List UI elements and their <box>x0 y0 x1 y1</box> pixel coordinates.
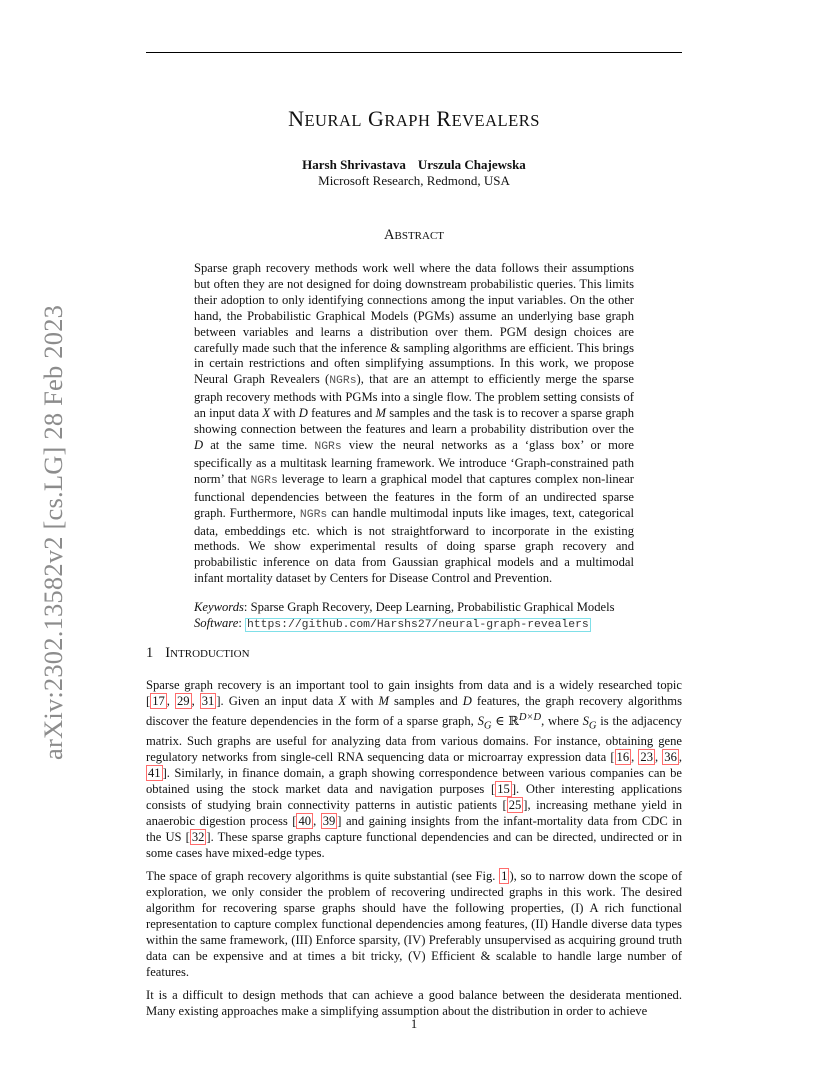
title-cap-g: G <box>367 106 385 131</box>
math-d: D <box>462 693 472 708</box>
paragraph <box>146 869 682 980</box>
authors-block <box>146 157 682 189</box>
text: with <box>346 693 379 708</box>
math-d: D <box>298 406 308 421</box>
text: samples and <box>388 693 463 708</box>
text: ), so to narrow down the scope of exploration, we only consider the problem of recovering undirected graphs in this work. The desired algorithm for recovering sparse graphs should have the following properties, (I) A rich functional representation to capture complex functional dependencies among features, (II) Handle diverse data types within the same framework, (III) Enforce sparsity, (IV) Preferably unsupervised as acquiring ground truth data can be expensive and at times a bit tricky, (V) Efficient & scalable to handle large number of features. <box>146 869 683 979</box>
abstract-part: ), that are an attempt to efficiently merge the sparse graph recovery methods with PGMs into a single flow. The problem setting consists of an input data <box>194 372 634 421</box>
math-subscript: G <box>483 720 492 732</box>
citation-link[interactable]: 40 <box>298 813 312 828</box>
math-in-reals: ∈ ℝ <box>491 714 519 728</box>
title-cap-r: R <box>436 106 452 131</box>
paragraph: It is a difficult to design methods that can achieve a good balance between the desiderata mentioned. Many existing approaches make a simplifying assumption about the distribution in order to achieve <box>146 988 682 1018</box>
text: . These sparse graphs capture functional dependencies and can be directed, undirected or in some cases have mixed-edge types. <box>146 829 683 860</box>
abstract-heading-rest: BSTRACT <box>394 230 444 242</box>
paper-title <box>146 106 682 132</box>
abstract-heading-cap: A <box>384 227 395 243</box>
abstract-part: leverage to learn a graphical model that captures complex non-linear functional dependencies between the features in the form of an undirected sparse graph. Furthermore, <box>194 471 634 520</box>
text: . Given an input data <box>220 693 339 708</box>
math-d: D <box>194 437 204 452</box>
text: . Other interesting applications consists of studying brain connectivity patterns in autistic patients <box>146 782 682 813</box>
citation-link[interactable]: 17 <box>152 693 165 708</box>
citation-link[interactable]: 23 <box>640 750 653 765</box>
ngrs-term: NGRs <box>250 474 278 487</box>
title-rest-1: EURAL <box>304 111 362 130</box>
figure-link[interactable]: 1 <box>501 869 508 884</box>
abstract-part: view the neural networks as a ‘glass box’ or more specifically as a multitask learning framework. We introduce ‘Graph-constrained path norm’ that <box>194 437 634 486</box>
software-sep: : <box>238 616 245 631</box>
abstract-part: at the same time. <box>203 437 315 452</box>
ngrs-term: NGRs <box>314 440 342 453</box>
paragraph: Sparse graph recovery is an important tool to gain insights from data and is a widely researched topic [ 17 , 29 , 31 ]. Given an input data X with M samples and D features, the graph recovery algorithms discover the feature dependencies in the form of a sparse graph, $S_G$ ∈ ℝ$^{D\times D}$, where $S_G$ is the adjacency matrix. Such graphs are useful for analyzing data from various domains. For instance, obtaining gene regulatory networks from single-cell RNA sequencing data or microarray expression data [ 16 , 23 , 36 , 41 ]. Similarly, in finance domain, a graph showing correspondence between various companies can be obtained using the stock market data and navigation purposes [ 15 ]. Other interesting applications consists of studying brain connectivity patterns in autistic patients [ 25 ], increasing methane yield in anaerobic digestion process [ 40 , 39 ] and gaining insights from the infant-mortality data from CDC in the US [ 32 ]. These sparse graphs capture functional dependencies and can be directed, undirected or in some cases have mixed-edge types. <box>146 678 683 860</box>
keywords-line <box>194 600 634 616</box>
keywords-text: : Sparse Graph Recovery, Deep Learning, Probabilistic Graphical Models <box>243 600 615 615</box>
software-label: Software <box>194 616 239 631</box>
text: and gaining insights from the infant-mortality data from CDC in the US <box>146 813 682 844</box>
citation-link[interactable]: 31 <box>201 693 215 708</box>
abstract-text <box>194 261 634 587</box>
text: , where <box>541 714 583 728</box>
math-superscript: D×D <box>518 711 542 723</box>
math-x: X <box>262 406 271 421</box>
section-heading-introduction <box>146 645 250 662</box>
abstract-heading <box>146 227 682 244</box>
citation-link[interactable]: 29 <box>176 693 190 708</box>
citation-link[interactable]: 16 <box>616 750 630 765</box>
citation-link[interactable]: 25 <box>508 798 522 813</box>
author-2: Urszula Chajewska <box>417 157 526 172</box>
top-rule <box>146 52 682 53</box>
citation-link[interactable]: 41 <box>148 766 161 781</box>
title-cap-n: N <box>288 106 305 131</box>
citation-link[interactable]: 15 <box>497 782 510 797</box>
abstract-part: Sparse graph recovery methods work well where the data follows their assumptions but often they are not designed for doing downstream probabilistic queries. This limits their adoption to only identifying connections among the input variables. On the other hand, the Probabilistic Graphical Models (PGMs) assume an underlying base graph between variables and learns a distribution over them. PGM design choices are carefully made such that the inference & sampling algorithms are efficient. This brings in certain restrictions and often simplifying assumptions. In this work, we propose Neural Graph Revealers ( <box>194 261 634 387</box>
section-title-cap: I <box>165 645 171 661</box>
text: features, the graph recovery algorithms discover the feature dependencies in the form of a sparse graph, <box>146 693 682 728</box>
math-subscript: G <box>588 720 597 732</box>
math-s: S <box>582 714 589 728</box>
section-title-rest: NTRODUCTION <box>170 648 250 660</box>
abstract-part: can handle multimodal inputs like images, text, categorical data, embeddings etc. which is not straightforward to incorporate in the existing methods. We show experimental results of doing sparse graph recovery and probabilistic inference on data from Gaussian graphical models and a multimodal infant mortality dataset by Centers for Disease Control and Prevention. <box>194 505 635 586</box>
abstract-part: with <box>270 406 299 421</box>
ngrs-term: NGRs <box>299 508 328 521</box>
software-link[interactable]: https://github.com/Harshs27/neural-graph-revealers <box>246 619 589 632</box>
math-x: X <box>338 693 347 708</box>
introduction-body <box>146 678 682 1027</box>
author-1: Harsh Shrivastava <box>302 157 406 172</box>
section-number: 1 <box>146 645 154 661</box>
keywords-label: Keywords <box>194 600 244 615</box>
citation-link[interactable]: 39 <box>322 813 336 828</box>
text: , increasing methane yield in anaerobic digestion process <box>146 798 682 828</box>
citation-link[interactable]: 32 <box>191 829 205 844</box>
page-number: 1 <box>410 1017 418 1031</box>
math-m: M <box>378 693 389 708</box>
author-names <box>146 157 682 173</box>
title-rest-2: RAPH <box>384 111 431 130</box>
abstract <box>194 261 634 634</box>
math-s: S <box>477 714 484 728</box>
abstract-part: features and <box>307 406 376 421</box>
abstract-part: samples and the task is to recover a sparse graph showing connection between the features and learn a probability distribution over the <box>194 406 635 437</box>
citation-link[interactable]: 36 <box>664 750 677 765</box>
software-line <box>194 616 634 634</box>
math-m: M <box>375 406 387 421</box>
title-rest-3: EVEALERS <box>451 111 540 130</box>
text: is the adjacency matrix. Such graphs are useful for analyzing data from various domains. For instance, obtaining gene regulatory networks from single-cell RNA sequencing data or microarray expression data <box>146 714 682 765</box>
text: Sparse graph recovery is an important tool to gain insights from data and is a widely researched topic <box>146 678 682 692</box>
text: . Similarly, in finance domain, a graph showing correspondence between various companies can be obtained using the stock market data and navigation purposes <box>146 766 682 797</box>
text: The space of graph recovery algorithms is quite substantial (see Fig. <box>146 869 500 884</box>
arxiv-identifier: arXiv:2302.13582v2 [cs.LG] 28 Feb 2023 <box>38 304 68 760</box>
affiliation: Microsoft Research, Redmond, USA <box>318 173 510 188</box>
ngrs-term: NGRs <box>329 375 357 388</box>
